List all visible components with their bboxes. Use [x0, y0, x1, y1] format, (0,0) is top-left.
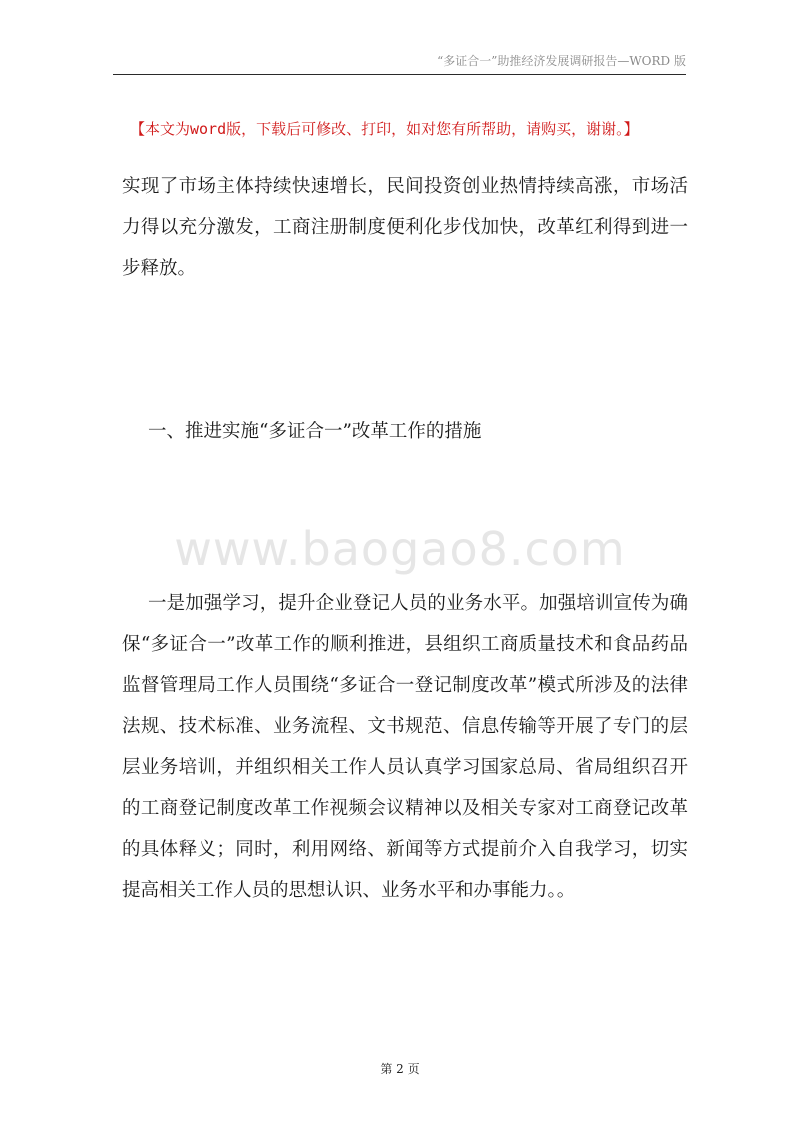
purchase-notice: 【本文为word版，下载后可修改、打印，如对您有所帮助，请购买，谢谢。】 — [130, 120, 639, 138]
intro-paragraph: 实现了市场主体持续快速增长，民间投资创业热情持续高涨，市场活力得以充分激发，工商注册制度便利化步伐加快，改革红利得到进一步释放。 — [122, 176, 688, 279]
body-paragraph-text: 一是加强学习，提升企业登记人员的业务水平。加强培训宣传为确保“多证合一”改革工作的顺利推进，县组织工商质量技术和食品药品监督管理局工作人员围绕“多证合一登记制度改革”模式所涉及的法律法规、技术标准、业务流程、文书规范、信息传输等开展了专门的层层业务培训，并组织相关工作人员认真学习国家总局、省局组织召开的工商登记制度改革工作视频会议精神以及相关专家对工商登记改革的具体释义；同时，利用网络、新闻等方式提前介入自我学习，切实提高相关工作人员的思想认识、业务水平和办事能力。。 — [122, 593, 688, 901]
section-heading: 一、推进实施“多证合一”改革工作的措施 — [148, 421, 482, 442]
header-divider — [113, 74, 686, 75]
page-number: 第 2 页 — [380, 1062, 420, 1076]
body-paragraph — [122, 583, 688, 911]
page-header-title: “多证合一”助推经济发展调研报告—WORD 版 — [437, 54, 686, 68]
site-watermark: www.baogao8.com — [174, 522, 626, 576]
